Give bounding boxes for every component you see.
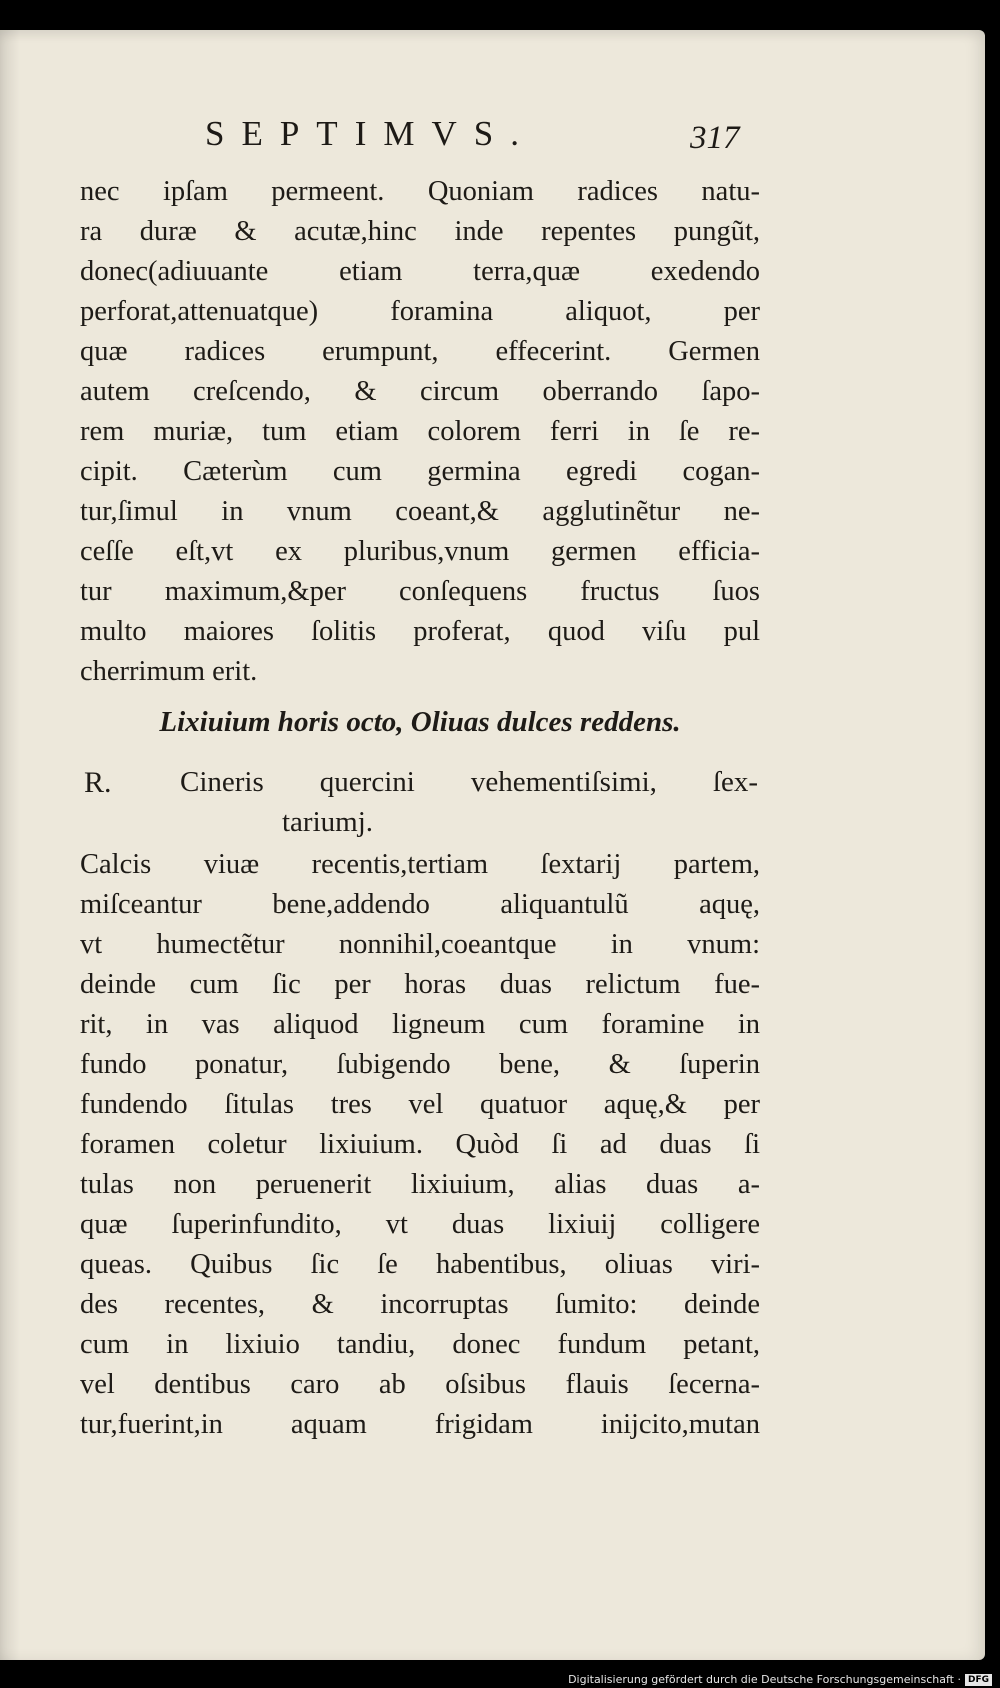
text-line: fundo ponatur, ſubigendo bene, & ſuperin [80, 1049, 760, 1080]
text-line: Calcis viuæ recentis,tertiam ſextarij partem, [80, 849, 760, 880]
text-line: rem muriæ, tum etiam colorem ferri in ſe re- [80, 416, 760, 447]
text-line: deinde cum ſic per horas duas relictum fue- [80, 969, 760, 1000]
text-line: des recentes, & incorruptas ſumito: deinde [80, 1289, 760, 1320]
text-line: nec ipſam permeent. Quoniam radices natu- [80, 176, 760, 207]
dfg-logo: DFG [965, 1674, 992, 1686]
recipe-line: Cineris quercini vehementiſsimi, ſex- [180, 766, 758, 798]
text-line: quæ radices erumpunt, effecerint. Germen [80, 336, 760, 367]
text-line: queas. Quibus ſic ſe habentibus, oliuas viri- [80, 1249, 760, 1280]
text-line: miſceantur bene,addendo aliquantulũ aquę, [80, 889, 760, 920]
text-line: foramen coletur lixiuium. Quòd ſi ad duas ſi [80, 1129, 760, 1160]
text-line: vel dentibus caro ab oſsibus flauis ſecerna- [80, 1369, 760, 1400]
page-number: 317 [690, 120, 740, 156]
recipe-marker: R. [84, 766, 112, 799]
recipe-line: tariumj. [282, 806, 374, 838]
text-line: fundendo ſitulas tres vel quatuor aquę,& per [80, 1089, 760, 1120]
text-line: ra duræ & acutæ,hinc inde repentes pungũt, [80, 216, 760, 247]
text-line: vt humectẽtur nonnihil,coeantque in vnum: [80, 929, 760, 960]
text-line: quæ ſuperinfundito, vt duas lixiuij colligere [80, 1209, 760, 1240]
running-head: SEPTIMVS. [205, 114, 536, 153]
text-line: cipit. Cæterùm cum germina egredi cogan- [80, 456, 760, 487]
text-line: ceſſe eſt,vt ex pluribus,vnum germen efficia- [80, 536, 760, 567]
text-line: multo maiores ſolitis proferat, quod viſu pul [80, 616, 760, 647]
text-line: autem creſcendo, & circum oberrando ſapo- [80, 376, 760, 407]
text-line: tur,ſimul in vnum coeant,& agglutinẽtur ne- [80, 496, 760, 527]
section-heading: Lixiuium horis octo, Oliuas dulces reddens. [159, 706, 681, 738]
page-gutter-shadow [0, 30, 20, 1660]
body-text-bottom [80, 845, 760, 1445]
text-line: cum in lixiuio tandiu, donec fundum petant, [80, 1329, 760, 1360]
digitization-credit [568, 1673, 992, 1686]
text-line: tur,fuerint,in aquam frigidam inijcito,mutan [80, 1409, 760, 1440]
credit-text: Digitalisierung gefördert durch die Deutsche Forschungsgemeinschaft · [568, 1673, 961, 1686]
text-line: rit, in vas aliquod ligneum cum foramine in [80, 1009, 760, 1040]
body-text-top [80, 172, 760, 692]
text-line: tulas non peruenerit lixiuium, alias duas a- [80, 1169, 760, 1200]
text-line: cherrimum erit. [80, 656, 258, 687]
text-line: donec(adiuuante etiam terra,quæ exedendo [80, 256, 760, 287]
text-line: perforat,attenuatque) foramina aliquot, per [80, 296, 760, 327]
text-line: tur maximum,&per conſequens fructus ſuos [80, 576, 760, 607]
